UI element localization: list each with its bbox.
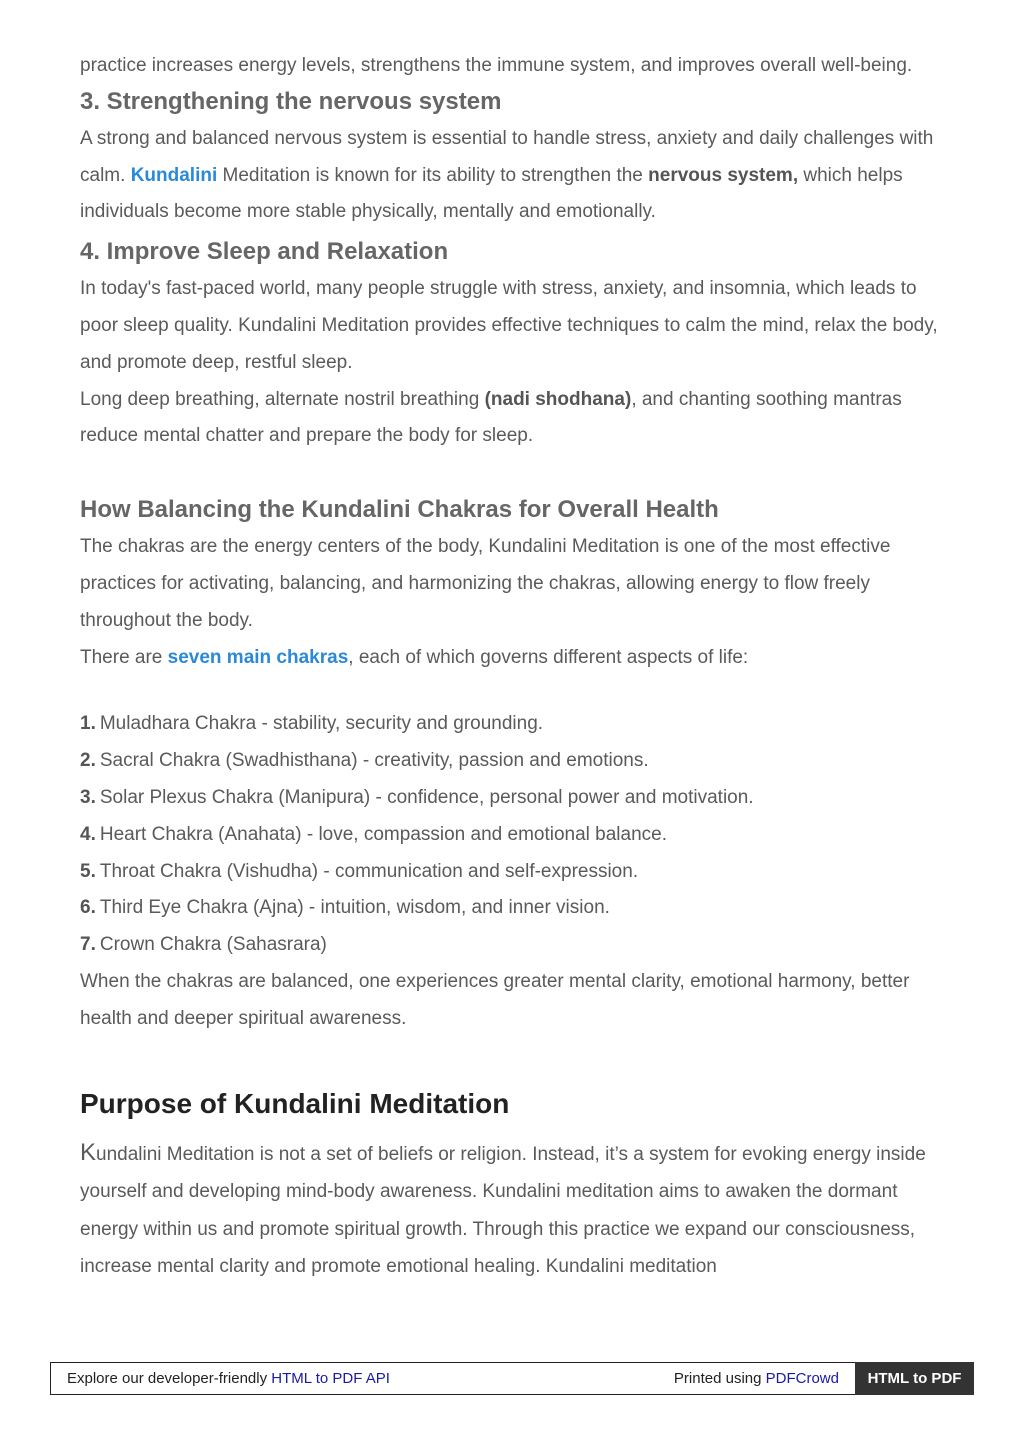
text-segment: , each of which governs different aspects of life: bbox=[348, 646, 749, 668]
drop-cap: K bbox=[80, 1138, 97, 1166]
intro-paragraph: practice increases energy levels, strengthens the immune system, and improves overall well-being. bbox=[80, 55, 913, 76]
chakras-closing-paragraph: When the chakras are balanced, one experiences greater mental clarity, emotional harmony, better health and deeper spiritual awareness. bbox=[80, 970, 910, 1029]
list-item bbox=[80, 817, 940, 854]
footer-right bbox=[674, 1363, 839, 1394]
text-segment: There are bbox=[80, 646, 168, 668]
heading-nervous-system: 3. Strengthening the nervous system bbox=[80, 87, 502, 115]
list-text: Third Eye Chakra (Ajna) - intuition, wisdom, and inner vision. bbox=[99, 897, 610, 919]
list-item bbox=[80, 854, 940, 891]
pdfcrowd-link[interactable]: PDFCrowd bbox=[765, 1370, 839, 1387]
list-number: 7. bbox=[80, 934, 96, 956]
chakra-list bbox=[80, 706, 940, 964]
list-text: Sacral Chakra (Swadhisthana) - creativity, passion and emotions. bbox=[99, 750, 649, 772]
footer-left bbox=[67, 1363, 390, 1394]
sleep-paragraph-1: In today's fast-paced world, many people struggle with stress, anxiety, and insomnia, which leads to poor sleep quality. Kundalini Meditation provides effective techniques to calm the mind, relax the body, and promote deep, restful sleep. bbox=[80, 278, 938, 373]
list-text: Crown Chakra (Sahasrara) bbox=[99, 934, 327, 956]
sleep-paragraph-2 bbox=[80, 382, 940, 456]
list-number: 1. bbox=[80, 713, 96, 735]
list-item bbox=[80, 743, 940, 780]
text-segment: Meditation is known for its ability to strengthen the bbox=[217, 164, 649, 186]
list-number: 5. bbox=[80, 860, 96, 882]
footer-left-text: Explore our developer-friendly bbox=[67, 1370, 272, 1387]
heading-chakras: How Balancing the Kundalini Chakras for Overall Health bbox=[80, 496, 719, 524]
text-segment: , and chanting soothing mantras reduce mental chatter and prepare the body for sleep. bbox=[80, 388, 902, 447]
heading-purpose: Purpose of Kundalini Meditation bbox=[80, 1087, 510, 1119]
text-segment: A strong and balanced nervous system is essential to handle stress, anxiety and daily challenges with calm. bbox=[80, 127, 934, 186]
list-item bbox=[80, 780, 940, 817]
chakras-paragraph-2 bbox=[80, 640, 940, 677]
list-number: 6. bbox=[80, 897, 96, 919]
list-item bbox=[80, 706, 940, 743]
list-number: 2. bbox=[80, 750, 96, 772]
chakras-paragraph-1: The chakras are the energy centers of the body, Kundalini Meditation is one of the most effective practices for activating, balancing, and harmonizing the chakras, allowing energy to flow freely throughout the body. bbox=[80, 536, 891, 631]
bold-text: nervous system, bbox=[648, 164, 799, 186]
purpose-paragraph bbox=[80, 1134, 940, 1286]
pdfcrowd-footer bbox=[50, 1362, 974, 1395]
nervous-system-paragraph bbox=[80, 121, 940, 231]
bold-text: (nadi shodhana) bbox=[484, 388, 632, 410]
list-text: Muladhara Chakra - stability, security and grounding. bbox=[99, 713, 544, 735]
text-segment: undalini Meditation is not a set of beliefs or religion. Instead, it’s a system for evoking energy inside yourself and developing mind-body awareness. Kundalini meditation aims to awaken the dormant energy within us and promote spiritual growth. Through this practice we expand our consciousness, increase mental clarity and promote emotional healing. Kundalini meditation bbox=[80, 1143, 926, 1278]
kundalini-link[interactable]: Kundalini bbox=[130, 164, 218, 186]
html-to-pdf-api-link[interactable]: HTML to PDF API bbox=[271, 1370, 390, 1387]
list-item bbox=[80, 927, 940, 964]
list-number: 3. bbox=[80, 786, 96, 808]
footer-right-text: Printed using bbox=[673, 1370, 766, 1387]
article-content bbox=[80, 48, 940, 1286]
list-text: Heart Chakra (Anahata) - love, compassion and emotional balance. bbox=[99, 823, 668, 845]
list-number: 4. bbox=[80, 823, 96, 845]
text-segment: which helps individuals become more stable physically, mentally and emotionally. bbox=[80, 164, 903, 223]
heading-sleep-relaxation: 4. Improve Sleep and Relaxation bbox=[80, 238, 449, 266]
seven-chakras-link[interactable]: seven main chakras bbox=[167, 646, 349, 668]
list-text: Solar Plexus Chakra (Manipura) - confidence, personal power and motivation. bbox=[99, 786, 754, 808]
html-to-pdf-badge-button[interactable]: HTML to PDF bbox=[855, 1362, 974, 1395]
text-segment: Long deep breathing, alternate nostril breathing bbox=[80, 388, 485, 410]
list-text: Throat Chakra (Vishudha) - communication and self-expression. bbox=[99, 860, 639, 882]
list-item bbox=[80, 890, 940, 927]
